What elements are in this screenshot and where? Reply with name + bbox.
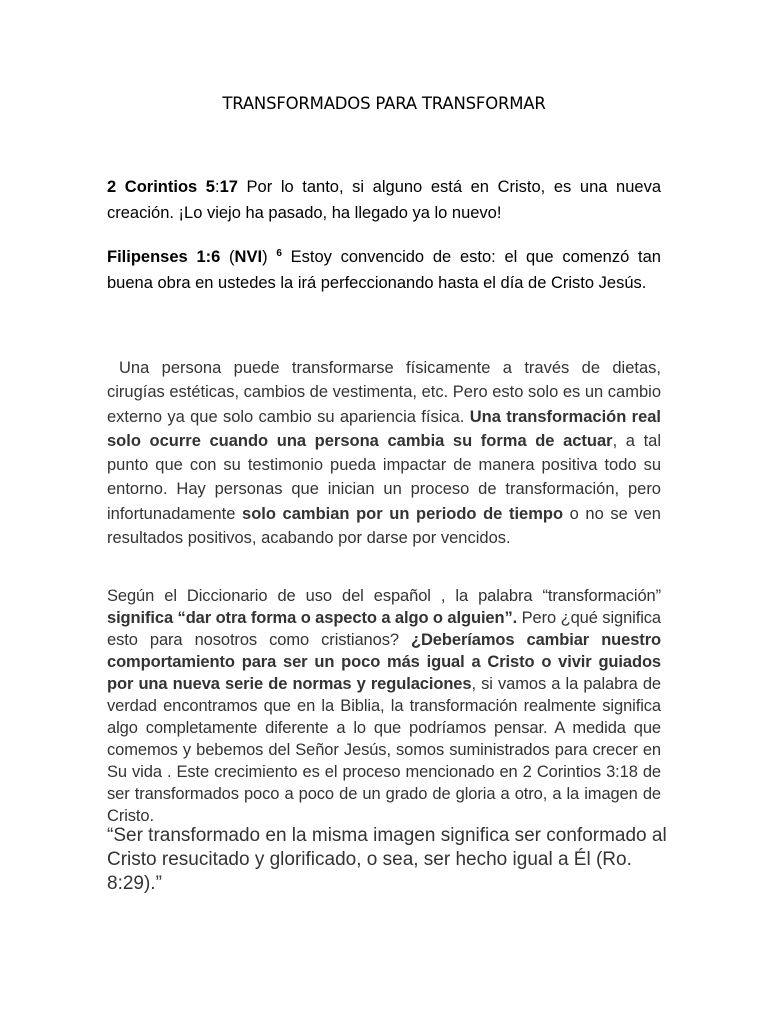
paren-open: ( <box>220 248 235 266</box>
paragraph-bold-text: ¿Deberíamos cambiar nuestro comportamiento para ser un poco más igual a Cristo o vivir guiados por una nueva serie de normas y regulaciones <box>107 631 661 693</box>
paragraph-text: Pero ¿qué significa esto para nosotros como cristianos? <box>107 609 662 649</box>
paragraph-text: Según el Diccionario de uso del español , la palabra “transformación” <box>107 587 661 605</box>
verse-reference-number: 17 <box>219 178 238 196</box>
closing-quote: “Ser transformado en la misma imagen significa ser conformado al Cristo resucitado y glorificado, o sea, ser hecho igual a Él (Ro. 8:29).” <box>107 825 667 894</box>
verse-number: 6 <box>276 248 282 259</box>
verse-reference-book: 2 Corintios 5 <box>107 178 215 196</box>
paragraph-text: , a tal punto que con su testimonio pueda impactar de manera positiva todo su entorno. Hay personas que inician un proceso de transformación, pero infortunadamente <box>107 431 661 523</box>
paragraph-transformation-intro <box>107 356 661 550</box>
paragraph-bold-text: significa “dar otra forma o aspecto a algo o alguien”. <box>107 609 518 627</box>
bible-version: NVI <box>234 248 263 266</box>
paragraph-dictionary-definition <box>107 585 661 827</box>
verse-reference: Filipenses 1:6 <box>107 248 221 266</box>
paragraph-bold-text: solo cambian por un periodo de tiempo <box>242 504 564 523</box>
verse-text: Estoy convencido de esto: el que comenzó tan buena obra en ustedes la irá perfeccionando hasta el día de Cristo Jesús. <box>107 248 661 292</box>
paragraph-bold-text: Una transformación real solo ocurre cuando una persona cambia su forma de actuar <box>107 407 662 450</box>
verse-reference-colon: : <box>214 178 220 196</box>
verse-text: Por lo tanto, si alguno está en Cristo, es una nueva creación. ¡Lo viejo ha pasado, ha llegado ya lo nuevo! <box>107 178 661 222</box>
verse-filipenses <box>107 244 661 296</box>
document-title: TRANSFORMADOS PARA TRANSFORMAR <box>222 94 546 113</box>
paragraph-text: , si vamos a la palabra de verdad encontramos que en la Biblia, la transformación realmente significa algo completamente diferente a lo que podríamos pensar. A medida que comemos y bebemos del Señor Jesús, somos suministrados para crecer en Su vida . Este crecimiento es el proceso mencionado en 2 Corintios 3:18 de ser transformados poco a poco de un grado de gloria a otro, a la imagen de Cristo. <box>107 675 661 825</box>
paragraph-text: Una persona puede transformarse físicamente a través de dietas, cirugías estéticas, cambios de vestimenta, etc. Pero esto solo es un cambio externo ya que solo cambio su apariencia física. <box>107 359 661 426</box>
paren-close: ) <box>262 248 277 266</box>
paragraph-text: o no se ven resultados positivos, acabando por darse por vencidos. <box>107 504 661 548</box>
verse-2-corintios <box>107 174 661 226</box>
